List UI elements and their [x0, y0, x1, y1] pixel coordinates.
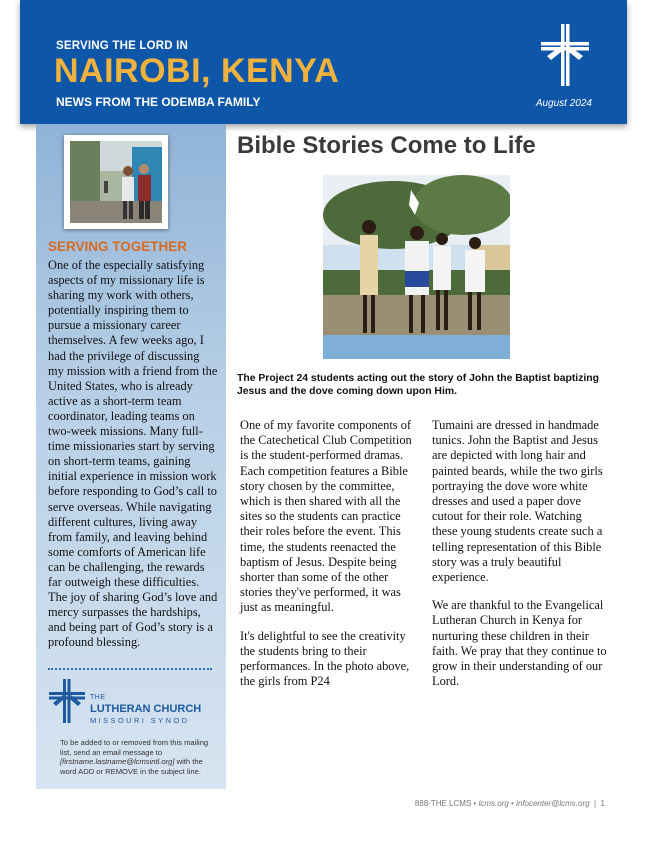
footer-phone: 888-THE LCMS: [414, 799, 472, 808]
photo-children-drama: [323, 175, 510, 359]
sidebar-heading: SERVING TOGETHER: [48, 239, 188, 254]
header-city: NAIROBI, KENYA: [54, 52, 340, 90]
article-column-left: [240, 418, 418, 702]
lcms-logo-the: THE: [90, 694, 106, 701]
lcms-logo-synod: MISSOURI SYNOD: [90, 716, 190, 725]
photo-caption: The Project 24 students acting out the story of John the Baptist baptizing Jesus and the dove coming down upon Him.: [237, 373, 599, 397]
article-paragraph: We are thankful to the Evangelical Lutheran Church in Kenya for nurturing these children in their faith. We pray that they continue to grow in their understanding of our Lord.: [432, 598, 607, 689]
page-number: 1: [600, 799, 605, 808]
page-footer: [415, 799, 605, 808]
footer-separator: •: [473, 799, 477, 808]
note-after: with the word ADD or REMOVE in the subject line.: [60, 757, 203, 776]
newsletter-header: [20, 0, 627, 124]
article-paragraph: One of my favorite components of the Catechetical Club Competition is the student-performed dramas. Each competition features a Bible story chosen by the committee, which is then shared with all the sites so the students can practice their roles before the event. This time, the students reenacted the baptism of Jesus. Despite being shorter than some of the other stories they've performed, it was just as meaningful.: [240, 418, 412, 615]
lcms-logo-cross-icon: [48, 678, 86, 724]
mailing-list-note: [60, 738, 210, 776]
note-before: To be added to or removed from this mailing list, send an email message to: [60, 738, 209, 757]
sidebar: [36, 124, 226, 789]
header-subtitle: NEWS FROM THE ODEMBA FAMILY: [56, 95, 261, 109]
photo-two-men-walking: [70, 141, 162, 223]
footer-separator: •: [511, 799, 514, 808]
article-paragraph: Tumaini are dressed in handmade tunics. John the Baptist and Jesus are depicted with long hair and painted beards, while the two girls portraying the dove wore white dresses and used a paper dove cutout for their role. Watching these young students create such a telling representation of this Bible story was a truly beautiful experience.: [432, 418, 603, 585]
footer-email[interactable]: infocenter@lcms.org: [516, 799, 590, 808]
footer-pipe: |: [594, 799, 597, 808]
lcms-logo-name: LUTHERAN CHURCH: [90, 703, 202, 715]
footer-web[interactable]: lcms.org: [478, 799, 509, 808]
lcms-cross-icon: [539, 22, 591, 88]
header-kicker: SERVING THE LORD IN: [56, 40, 189, 52]
note-email[interactable]: [firstname.lastname@lcmsintl.org]: [60, 757, 175, 766]
sidebar-photo-frame: [64, 135, 168, 229]
lcms-logo: [48, 678, 208, 724]
header-date: August 2024: [535, 98, 592, 109]
article-paragraph: It's delightful to see the creativity the students bring to their performances. In the photo above, the girls from P24: [240, 628, 410, 689]
sidebar-body: One of the especially satisfying aspects of my missionary life is sharing my work with others, potentially inspiring them to pursue a missionary career themselves. A few weeks ago, I had the privilege of discussing my mission with a friend from the United States, who is already active as a short-term team coordinator, leading teams on two-week missions. Many full-time missionaries start by serving on short-term teams, gaining initial experience in mission work before responding to God’s call to serve overseas. While navigating different cultures, living away from family, and leaving behind some comforts of American life can be challenging, the rewards far outweigh these difficulties. The joy of sharing God’s love and mercy surpasses the hardships, and being part of God’s story is a profound blessing.: [48, 258, 218, 650]
article-column-right: [432, 418, 610, 702]
article-title: Bible Stories Come to Life: [237, 132, 536, 159]
sidebar-divider: [48, 668, 212, 670]
